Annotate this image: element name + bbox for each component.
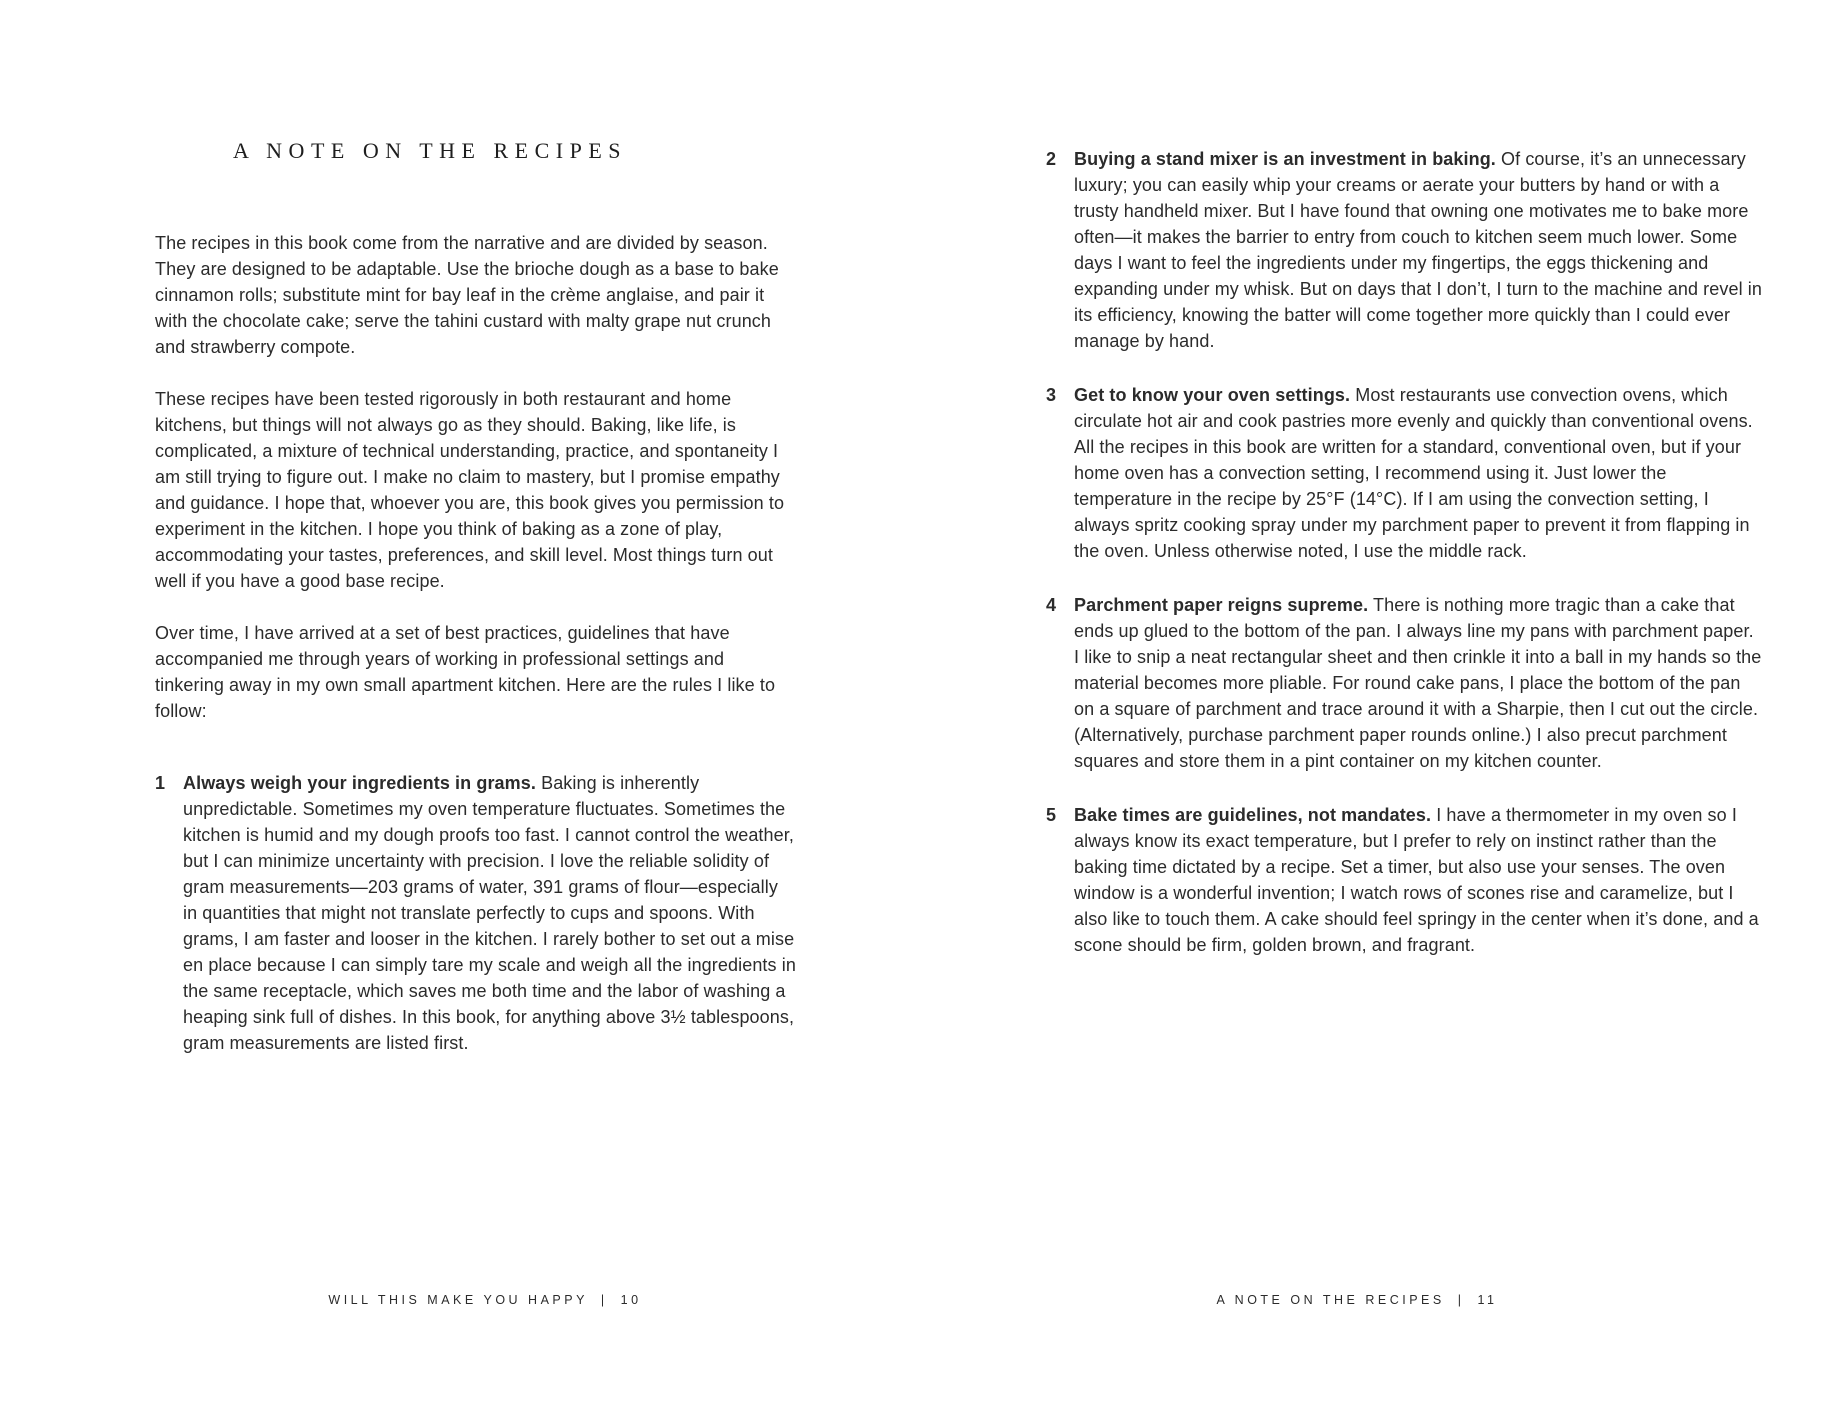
intro-paragraph: These recipes have been tested rigorously in both restaurant and home kitchens, but things will not always go as they should. Baking, like life, is complicated, a mixture of technical understanding, practice, and spontaneity I am still trying to figure out. I make no claim to mastery, but I promise empathy and guidance. I hope that, whoever you are, this book gives you permission to experiment in the kitchen. I hope you think of baking as a zone of play, accommodating your tastes, preferences, and skill level. Most things turn out well if you have a good base recipe. <box>155 389 785 591</box>
intro-section <box>155 230 797 724</box>
footer-chapter-title: A NOTE ON THE RECIPES <box>1216 1293 1445 1307</box>
list-item-number: 5 <box>1046 805 1057 825</box>
list-item-lead: Bake times are guidelines, not mandates. <box>1074 805 1432 825</box>
left-page-footer <box>155 1293 815 1307</box>
list-item-lead: Buying a stand mixer is an investment in baking. <box>1074 149 1496 169</box>
footer-separator: | <box>600 1293 608 1307</box>
list-item-lead: Parchment paper reigns supreme. <box>1074 595 1369 615</box>
right-page-footer <box>1032 1293 1682 1307</box>
list-item <box>1046 382 1762 564</box>
list-item <box>1046 592 1762 774</box>
list-item-body: Of course, it’s an unnecessary luxury; you can easily whip your creams or aerate your butters by hand or with a trusty handheld mixer. But I have found that owning one motivates me to bake more often—it makes the barrier to entry from couch to kitchen seem much lower. Some days I want to feel the ingredients under my fingertips, the eggs thickening and expanding under my whisk. But on days that I don’t, I turn to the machine and revel in its efficiency, knowing the batter will come together more quickly than I could ever manage by hand. <box>1074 149 1762 351</box>
list-item-body: I have a thermometer in my oven so I always know its exact temperature, but I prefer to rely on instinct rather than the baking time dictated by a recipe. Set a timer, but also use your senses. The oven window is a wonderful invention; I watch rows of scones rise and caramelize, but I also like to touch them. A cake should feel springy in the center when it’s done, and a scone should be firm, golden brown, and fragrant. <box>1074 805 1759 955</box>
footer-separator: | <box>1457 1293 1465 1307</box>
list-item <box>155 770 797 1056</box>
list-item <box>1046 146 1762 354</box>
list-item <box>1046 802 1762 958</box>
list-item-text <box>1074 382 1762 564</box>
list-item-text <box>1074 592 1762 774</box>
list-item-body: Most restaurants use convection ovens, which circulate hot air and cook pastries more evenly and quickly than conventional ovens. All the recipes in this book are written for a standard, conventional oven, but if your home oven has a convection setting, I recommend using it. Just lower the temperature in the recipe by 25°F (14°C). If I am using the convection setting, I always spritz cooking spray under my parchment paper to prevent it from flapping in the oven. Unless otherwise noted, I use the middle rack. <box>1074 385 1753 561</box>
footer-book-title: WILL THIS MAKE YOU HAPPY <box>328 1293 588 1307</box>
list-item-number: 2 <box>1046 149 1057 169</box>
list-item-number: 1 <box>155 773 166 793</box>
right-page <box>1046 146 1762 986</box>
page-title: A NOTE ON THE RECIPES <box>233 138 627 163</box>
rules-list <box>1046 146 1762 958</box>
list-item-number: 3 <box>1046 385 1057 405</box>
list-item-text <box>183 770 797 1056</box>
intro-paragraph: The recipes in this book come from the narrative and are divided by season. They are designed to be adaptable. Use the brioche dough as a base to bake cinnamon rolls; substitute mint for bay leaf in the crème anglaise, and pair it with the chocolate cake; serve the tahini custard with malty grape nut crunch and strawberry compote. <box>155 233 779 357</box>
footer-page-number: 10 <box>620 1293 642 1307</box>
left-page <box>155 138 797 1084</box>
list-item-lead: Get to know your oven settings. <box>1074 385 1351 405</box>
list-item-number: 4 <box>1046 595 1057 615</box>
list-item-body: Baking is inherently unpredictable. Sometimes my oven temperature fluctuates. Sometimes the kitchen is humid and my dough proofs too fast. I cannot control the weather, but I can minimize uncertainty with precision. I love the reliable solidity of gram measurements—203 grams of water, 391 grams of flour—especially in quantities that might not translate perfectly to cups and spoons. With grams, I am faster and looser in the kitchen. I rarely bother to set out a mise en place because I can simply tare my scale and weigh all the ingredients in the same receptacle, which saves me both time and the labor of washing a heaping sink full of dishes. In this book, for anything above 3½ tablespoons, gram measurements are listed first. <box>183 773 796 1053</box>
list-item-lead: Always weigh your ingredients in grams. <box>183 773 536 793</box>
list-item-text <box>1074 146 1762 354</box>
intro-paragraph: Over time, I have arrived at a set of best practices, guidelines that have accompanied me through years of working in professional settings and tinkering away in my own small apartment kitchen. Here are the rules I like to follow: <box>155 623 776 721</box>
rules-list <box>155 770 797 1056</box>
list-item-text <box>1074 802 1762 958</box>
list-item-body: There is nothing more tragic than a cake that ends up glued to the bottom of the pan. I always line my pans with parchment paper. I like to snip a neat rectangular sheet and then crinkle it into a ball in my hands so the material becomes more pliable. For round cake pans, I place the bottom of the pan on a square of parchment and trace around it with a Sharpie, then I cut out the circle. (Alternatively, purchase parchment paper rounds online.) I also precut parchment squares and store them in a pint container on my kitchen counter. <box>1074 595 1762 771</box>
footer-page-number: 11 <box>1477 1293 1498 1307</box>
